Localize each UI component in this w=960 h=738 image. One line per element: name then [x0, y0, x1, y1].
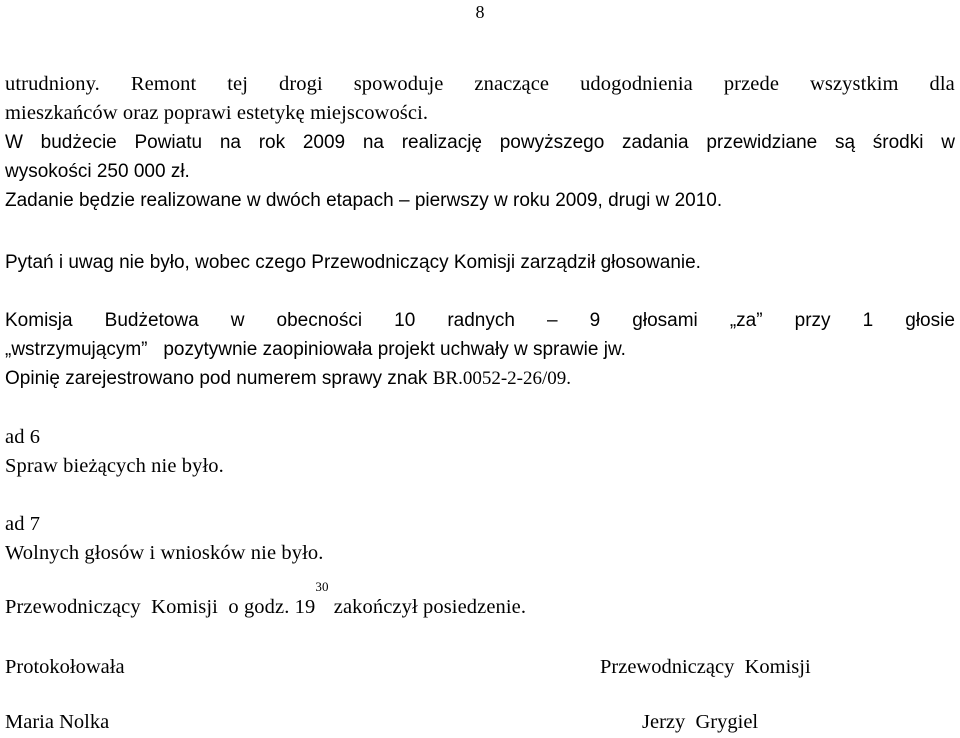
signature-left-name: Maria Nolka	[5, 711, 110, 733]
word: realizację	[401, 132, 482, 153]
word: 9	[589, 310, 601, 331]
word: dla	[929, 73, 955, 95]
word: Remont	[130, 73, 197, 95]
section-text: Spraw bieżących nie było.	[5, 455, 224, 477]
word: 10	[394, 310, 416, 331]
section-text: Wolnych głosów i wniosków nie było.	[5, 542, 324, 564]
word: udogodnienia	[580, 73, 693, 95]
word: „za”	[729, 310, 763, 331]
page-number: 8	[475, 2, 485, 22]
closing-statement	[5, 579, 955, 622]
word: W	[5, 132, 23, 153]
signature-right-role: Przewodniczący Komisji	[600, 656, 811, 678]
word: są	[834, 132, 856, 153]
word: drogi	[279, 73, 323, 95]
paragraph-text: pozytywnie zaopiniowała projekt uchwały w sprawie jw.	[163, 339, 626, 360]
word: w	[230, 310, 245, 331]
minutes-superscript: 30	[315, 579, 329, 594]
word: radnych	[447, 310, 515, 331]
section-heading: ad 6	[5, 426, 41, 448]
word: powyższego	[499, 132, 605, 153]
paragraph-line	[5, 579, 955, 622]
word: głosie	[905, 310, 955, 331]
section-ad7	[5, 510, 955, 568]
signature-right-name: Jerzy Grygiel	[642, 711, 759, 733]
case-number: BR.0052-2-26/09.	[432, 368, 571, 389]
section-ad6	[5, 423, 955, 481]
word: utrudniony.	[5, 73, 100, 95]
paragraph-text: Opinię zarejestrowano pod numerem sprawy znak	[5, 368, 433, 389]
paragraph-line: Pytań i uwag nie było, wobec czego Przewodniczący Komisji zarządził głosowanie.	[5, 252, 701, 273]
word: rok	[258, 132, 286, 153]
word: Powiatu	[134, 132, 203, 153]
word: na	[362, 132, 384, 153]
paragraph-voting-call	[5, 248, 955, 277]
word: przy	[794, 310, 831, 331]
paragraph-line	[5, 335, 955, 364]
closing-text: zakończył posiedzenie.	[328, 596, 527, 618]
word: tej	[227, 73, 249, 95]
word: zadania	[622, 132, 689, 153]
word: Budżetowa	[104, 310, 199, 331]
word: obecności	[276, 310, 363, 331]
paragraph-line	[5, 128, 955, 157]
closing-text: Przewodniczący Komisji o godz. 19	[5, 596, 316, 618]
word: Komisja	[5, 310, 73, 331]
word: wszystkim	[809, 73, 899, 95]
paragraph-line	[5, 364, 955, 393]
word: –	[547, 310, 558, 331]
paragraph-line: wysokości 250 000 zł.	[5, 161, 190, 182]
word: spowoduje	[353, 73, 444, 95]
word: w	[941, 132, 955, 153]
paragraph-road-repair	[5, 70, 955, 215]
section-heading: ad 7	[5, 513, 41, 535]
paragraph-line	[5, 70, 955, 99]
word: 2009	[302, 132, 346, 153]
paragraph-line	[5, 306, 955, 335]
word: przewidziane	[706, 132, 818, 153]
word: głosami	[632, 310, 698, 331]
paragraph-line: mieszkańców oraz poprawi estetykę miejscowości.	[5, 102, 429, 124]
quote-abstain: „wstrzymującym”	[5, 339, 148, 360]
word: przede	[723, 73, 780, 95]
paragraph-committee-opinion	[5, 306, 955, 393]
paragraph-line: Zadanie będzie realizowane w dwóch etapach – pierwszy w roku 2009, drugi w 2010.	[5, 190, 723, 211]
word: znaczące	[474, 73, 550, 95]
word: środki	[872, 132, 924, 153]
word: budżecie	[40, 132, 117, 153]
signature-left-role: Protokołowała	[5, 656, 125, 678]
word: na	[219, 132, 241, 153]
word: 1	[862, 310, 874, 331]
